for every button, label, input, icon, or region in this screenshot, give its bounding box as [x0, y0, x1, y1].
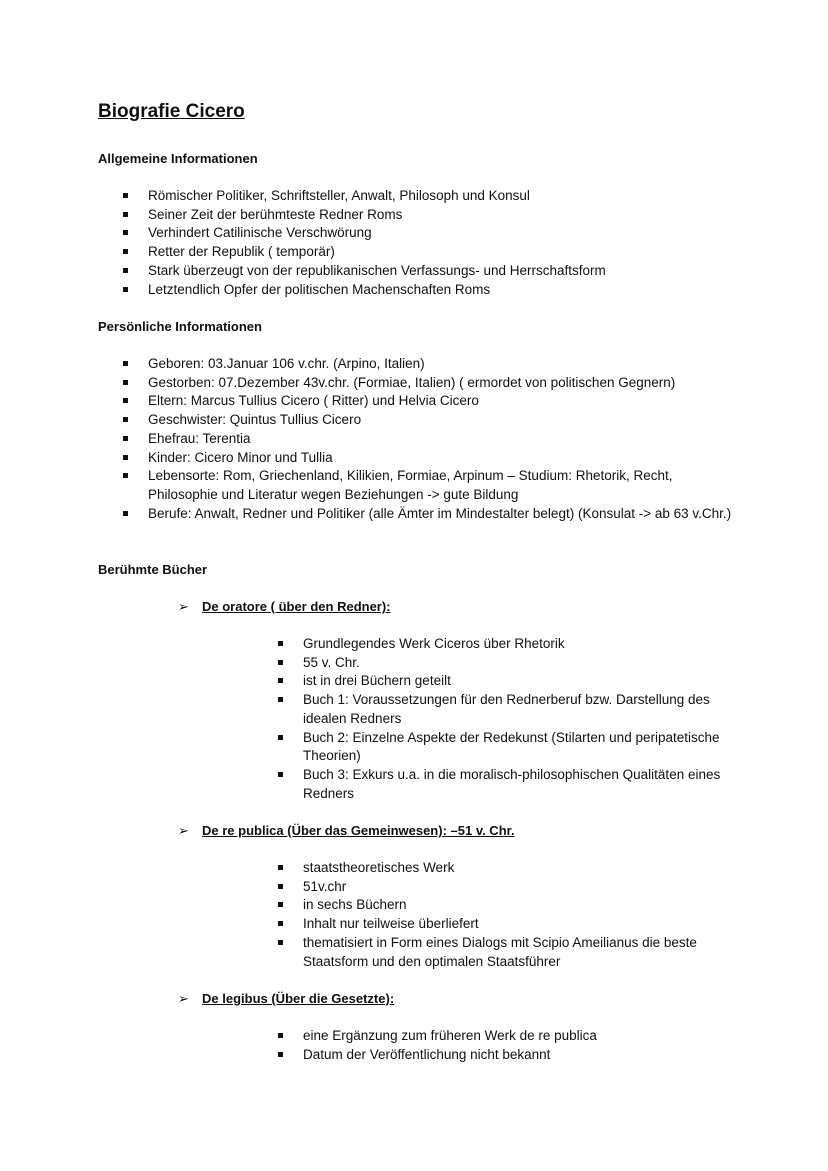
list-item: Stark überzeugt von der republikanischen Verfassungs- und Herrschaftsform	[123, 262, 733, 281]
list-item: Römischer Politiker, Schriftsteller, Anwalt, Philosoph und Konsul	[123, 187, 733, 206]
list-item: 55 v. Chr.	[278, 654, 733, 673]
section-heading-personal: Persönliche Informationen	[98, 319, 262, 334]
section-heading-general: Allgemeine Informationen	[98, 151, 258, 166]
square-bullet-icon	[123, 249, 128, 254]
square-bullet-icon	[278, 660, 283, 665]
square-bullet-icon	[123, 230, 128, 235]
list-item: thematisiert in Form eines Dialogs mit Scipio Ameilianus die beste Staatsform und den optimalen Staatsführer	[278, 934, 733, 971]
square-bullet-icon	[278, 884, 283, 889]
section-heading-books: Berühmte Bücher	[98, 562, 208, 577]
square-bullet-icon	[278, 902, 283, 907]
square-bullet-icon	[278, 1033, 283, 1038]
list-item: Seiner Zeit der berühmteste Redner Roms	[123, 206, 733, 225]
square-bullet-icon	[123, 193, 128, 198]
list-item: Datum der Veröffentlichung nicht bekannt	[278, 1046, 733, 1065]
square-bullet-icon	[278, 735, 283, 740]
list-item: ist in drei Büchern geteilt	[278, 672, 733, 691]
square-bullet-icon	[123, 417, 128, 422]
personal-info-list	[123, 355, 733, 523]
list-item: Retter der Republik ( temporär)	[123, 243, 733, 262]
list-item: Verhindert Catilinische Verschwörung	[123, 224, 733, 243]
square-bullet-icon	[278, 940, 283, 945]
list-item: Geschwister: Quintus Tullius Cicero	[123, 411, 733, 430]
square-bullet-icon	[123, 212, 128, 217]
square-bullet-icon	[278, 1052, 283, 1057]
list-item: Kinder: Cicero Minor und Tullia	[123, 449, 733, 468]
general-info-list	[123, 187, 733, 299]
square-bullet-icon	[123, 287, 128, 292]
list-item: Geboren: 03.Januar 106 v.chr. (Arpino, Italien)	[123, 355, 733, 374]
list-item: Gestorben: 07.Dezember 43v.chr. (Formiae, Italien) ( ermordet von politischen Gegnern)	[123, 374, 733, 393]
square-bullet-icon	[123, 455, 128, 460]
square-bullet-icon	[278, 697, 283, 702]
list-item: eine Ergänzung zum früheren Werk de re publica	[278, 1027, 733, 1046]
arrow-bullet-icon: ➢	[178, 823, 189, 838]
page-title: Biografie Cicero	[98, 101, 245, 122]
list-item: Letztendlich Opfer der politischen Machenschaften Roms	[123, 281, 733, 300]
list-item: staatstheoretisches Werk	[278, 859, 733, 878]
book-heading-de-legibus: ➢ De legibus (Über die Gesetzte):	[178, 990, 394, 1009]
list-item: Grundlegendes Werk Ciceros über Rhetorik	[278, 635, 733, 654]
square-bullet-icon	[123, 268, 128, 273]
list-item: Ehefrau: Terentia	[123, 430, 733, 449]
list-item: Lebensorte: Rom, Griechenland, Kilikien, Formiae, Arpinum – Studium: Rhetorik, Recht, Philosophie und Literatur wegen Beziehungen -> gute Bildung	[123, 467, 733, 504]
list-item: 51v.chr	[278, 878, 733, 897]
square-bullet-icon	[278, 772, 283, 777]
square-bullet-icon	[123, 361, 128, 366]
de-re-publica-list	[278, 859, 733, 971]
de-legibus-list	[278, 1027, 733, 1064]
list-item: Berufe: Anwalt, Redner und Politiker (alle Ämter im Mindestalter belegt) (Konsulat -> ab 63 v.Chr.)	[123, 505, 733, 524]
arrow-bullet-icon: ➢	[178, 991, 189, 1006]
square-bullet-icon	[278, 678, 283, 683]
list-item: Buch 1: Voraussetzungen für den Rednerberuf bzw. Darstellung des idealen Redners	[278, 691, 733, 728]
arrow-bullet-icon: ➢	[178, 599, 189, 614]
square-bullet-icon	[123, 380, 128, 385]
list-item: Eltern: Marcus Tullius Cicero ( Ritter) und Helvia Cicero	[123, 392, 733, 411]
list-item: in sechs Büchern	[278, 896, 733, 915]
square-bullet-icon	[123, 473, 128, 478]
square-bullet-icon	[278, 641, 283, 646]
square-bullet-icon	[278, 865, 283, 870]
square-bullet-icon	[123, 511, 128, 516]
book-heading-de-re-publica: ➢ De re publica (Über das Gemeinwesen): –51 v. Chr.	[178, 822, 515, 841]
list-item: Inhalt nur teilweise überliefert	[278, 915, 733, 934]
list-item: Buch 2: Einzelne Aspekte der Redekunst (Stilarten und peripatetische Theorien)	[278, 729, 733, 766]
book-heading-de-oratore: ➢ De oratore ( über den Redner):	[178, 598, 391, 617]
list-item: Buch 3: Exkurs u.a. in die moralisch-philosophischen Qualitäten eines Redners	[278, 766, 733, 803]
square-bullet-icon	[123, 436, 128, 441]
de-oratore-list	[278, 635, 733, 803]
square-bullet-icon	[278, 921, 283, 926]
square-bullet-icon	[123, 398, 128, 403]
